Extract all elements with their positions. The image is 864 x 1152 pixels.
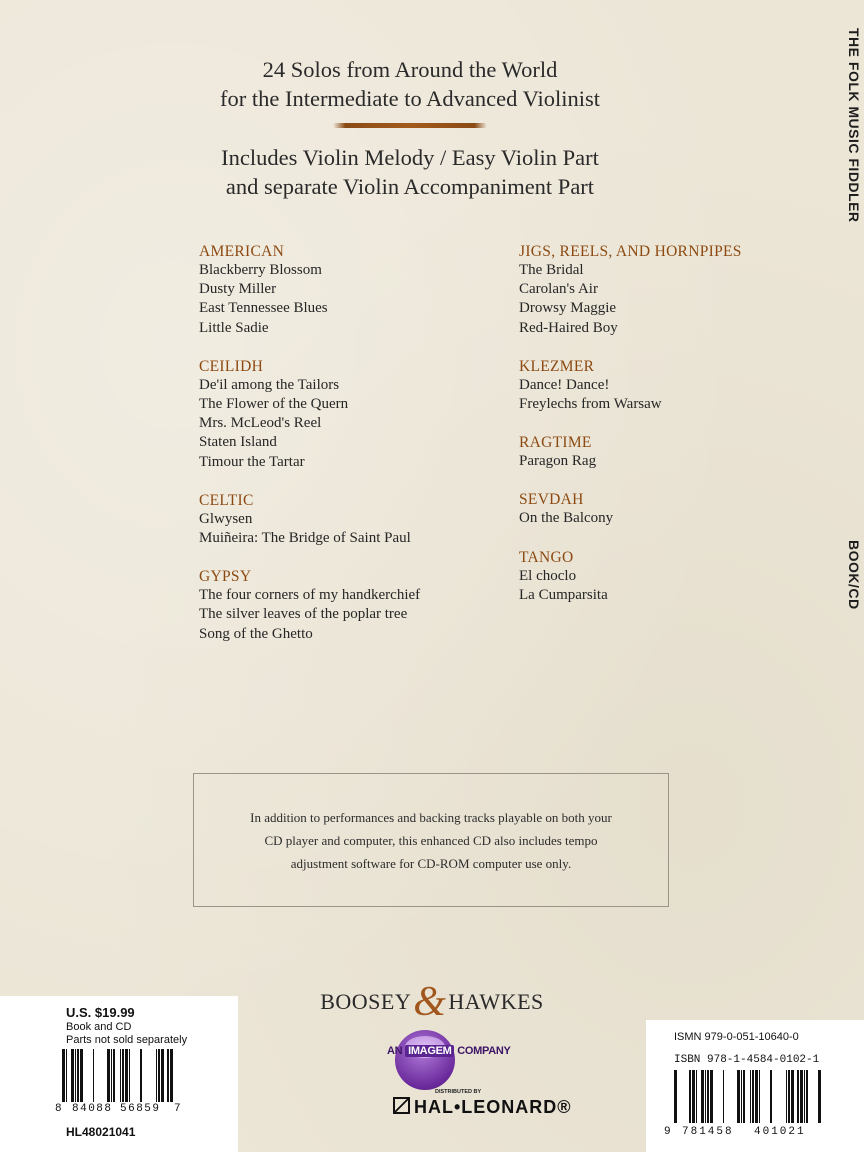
genre-title: RAGTIME: [519, 434, 592, 452]
barcode-bar: [696, 1070, 697, 1123]
barcode-bar: [806, 1070, 808, 1123]
barcode-bar: [107, 1049, 110, 1102]
genre-title: CEILIDH: [199, 357, 264, 375]
song-title: Dance! Dance!: [519, 376, 610, 393]
barcode-bar: [707, 1070, 709, 1123]
genre-title: GYPSY: [199, 568, 252, 586]
barcode-bar: [705, 1070, 706, 1123]
song-title: Little Sadie: [199, 319, 269, 336]
hl-number: HL48021041: [66, 1125, 136, 1139]
isbn-digit-2: 781458: [682, 1126, 734, 1138]
barcode-bar: [710, 1070, 713, 1123]
song-title: El choclo: [519, 567, 577, 584]
barcode-bar: [791, 1070, 794, 1123]
barcode-bar: [674, 1070, 677, 1123]
genre-title: CELTIC: [199, 491, 254, 509]
price-format: Book and CD: [66, 1021, 132, 1033]
hal-leonard-icon: [393, 1097, 410, 1114]
publisher-ampersand: &: [413, 979, 447, 1025]
genre-title: KLEZMER: [519, 357, 595, 375]
contents-left-column: [199, 242, 499, 663]
imagem-suffix: COMPANY: [457, 1045, 511, 1057]
barcode-bar: [755, 1070, 758, 1123]
barcode-bar: [77, 1049, 79, 1102]
imagem-prefix: AN: [387, 1045, 403, 1057]
upc-digit-2: 84088: [72, 1103, 113, 1115]
barcode-bar: [75, 1049, 76, 1102]
barcode-bar: [800, 1070, 803, 1123]
barcode-bar: [111, 1049, 112, 1102]
genre-group: [199, 357, 499, 472]
spine-title: THE FOLK MUSIC FIDDLER: [846, 28, 862, 223]
barcode-bar: [62, 1049, 65, 1102]
barcode-bar: [71, 1049, 74, 1102]
barcode-bar: [129, 1049, 130, 1102]
genre-title: AMERICAN: [199, 243, 285, 260]
genre-group: [199, 242, 499, 338]
hal-leonard-wordmark: HAL•LEONARD®: [414, 1097, 572, 1117]
upc-digit-3: 56859: [120, 1103, 161, 1115]
barcode-bar: [804, 1070, 805, 1123]
barcode-bar: [786, 1070, 787, 1123]
barcode-bar: [120, 1049, 121, 1102]
barcode-bar: [161, 1049, 164, 1102]
song-title: On the Balcony: [519, 510, 614, 527]
song-title: Timour the Tartar: [199, 453, 305, 470]
song-title: The silver leaves of the poplar tree: [199, 606, 408, 623]
cd-info-box: [193, 773, 669, 907]
ornamental-divider: [333, 123, 487, 128]
barcode-bar: [752, 1070, 754, 1123]
song-title: Dusty Miller: [199, 281, 277, 298]
song-title: The Bridal: [519, 262, 584, 278]
price-amount: U.S. $19.99: [66, 1005, 135, 1020]
song-title: Mrs. McLeod's Reel: [199, 415, 322, 432]
contents-right-column: [519, 242, 819, 624]
barcode-bar: [170, 1049, 173, 1102]
isbn-text: ISBN 978-1-4584-0102-1: [674, 1054, 820, 1066]
barcode-bar: [797, 1070, 799, 1123]
song-title: The four corners of my handkerchief: [199, 587, 421, 604]
song-title: The Flower of the Quern: [199, 396, 349, 413]
barcode-bar: [158, 1049, 160, 1102]
song-title: Muiñeira: The Bridge of Saint Paul: [199, 530, 411, 547]
price-note: Parts not sold separately: [66, 1034, 188, 1046]
barcode-bar: [140, 1049, 142, 1102]
cd-info-text: In addition to performances and backing tracks playable on both your CD player and computer, this enhanced CD also includes tempo adjustment software for CD-ROM computer use only.: [250, 809, 612, 871]
header-line-2: for the Intermediate to Advanced Violinist: [219, 86, 600, 111]
song-title: Drowsy Maggie: [519, 300, 617, 317]
song-title: La Cumparsita: [519, 586, 608, 603]
genre-title: SEVDAH: [519, 491, 584, 509]
barcode-bar: [167, 1049, 169, 1102]
barcode-bar: [701, 1070, 704, 1123]
genre-group: [519, 548, 819, 605]
upc-digit-4: 7: [174, 1103, 181, 1115]
barcode-bar: [66, 1049, 67, 1102]
barcode-bar: [743, 1070, 745, 1123]
barcode-bar: [759, 1070, 760, 1123]
header-line-4: and separate Violin Accompaniment Part: [225, 174, 595, 199]
barcode-bar: [93, 1049, 94, 1102]
song-title: Paragon Rag: [519, 453, 597, 470]
spine-format: BOOK/CD: [846, 540, 862, 610]
upc-digit-1: 8: [55, 1103, 62, 1115]
imagem-company-label: [387, 1045, 511, 1057]
barcode-bar: [122, 1049, 124, 1102]
barcode-bar: [692, 1070, 695, 1123]
upc-barcode: [62, 1049, 174, 1102]
song-title: Carolan's Air: [519, 281, 598, 298]
isbn-block: [646, 1020, 864, 1152]
barcode-bar: [770, 1070, 772, 1123]
barcode-bar: [788, 1070, 790, 1123]
song-title: Staten Island: [199, 434, 277, 451]
genre-title: JIGS, REELS, AND HORNPIPES: [519, 243, 742, 260]
isbn-digit-1: 9: [664, 1126, 671, 1138]
imagem-name: IMAGEM: [405, 1045, 454, 1057]
barcode-bar: [737, 1070, 740, 1123]
song-title: Blackberry Blossom: [199, 262, 322, 278]
song-title: Freylechs from Warsaw: [519, 396, 662, 413]
genre-group: [199, 491, 499, 548]
genre-group: [519, 433, 819, 471]
song-title: East Tennessee Blues: [199, 300, 328, 317]
barcode-bar: [741, 1070, 742, 1123]
barcode-bar: [689, 1070, 691, 1123]
price-block: [0, 996, 238, 1152]
publisher-hawkes: HAWKES: [448, 989, 544, 1014]
song-title: Red-Haired Boy: [519, 319, 618, 336]
song-title: Glwysen: [199, 510, 253, 527]
genre-group: [519, 490, 819, 528]
barcode-bar: [723, 1070, 724, 1123]
song-title: De'il among the Tailors: [199, 376, 340, 393]
barcode-bar: [125, 1049, 128, 1102]
distributed-by-label: DISTRIBUTED BY: [435, 1089, 482, 1095]
header-line-3: Includes Violin Melody / Easy Violin Part: [221, 145, 599, 170]
isbn-barcode: [674, 1070, 824, 1123]
genre-group: [199, 567, 499, 644]
barcode-bar: [113, 1049, 115, 1102]
ismn-text: ISMN 979-0-051-10640-0: [674, 1031, 799, 1043]
barcode-bar: [156, 1049, 157, 1102]
genre-title: TANGO: [519, 548, 574, 566]
genre-group: [519, 357, 819, 414]
barcode-bar: [750, 1070, 751, 1123]
isbn-digit-3: 401021: [754, 1126, 806, 1138]
song-title: Song of the Ghetto: [199, 625, 313, 642]
barcode-bar: [80, 1049, 83, 1102]
genre-group: [519, 242, 819, 338]
barcode-bar: [818, 1070, 821, 1123]
header-line-1: 24 Solos from Around the World: [262, 57, 558, 82]
publisher-boosey: BOOSEY: [320, 989, 412, 1014]
